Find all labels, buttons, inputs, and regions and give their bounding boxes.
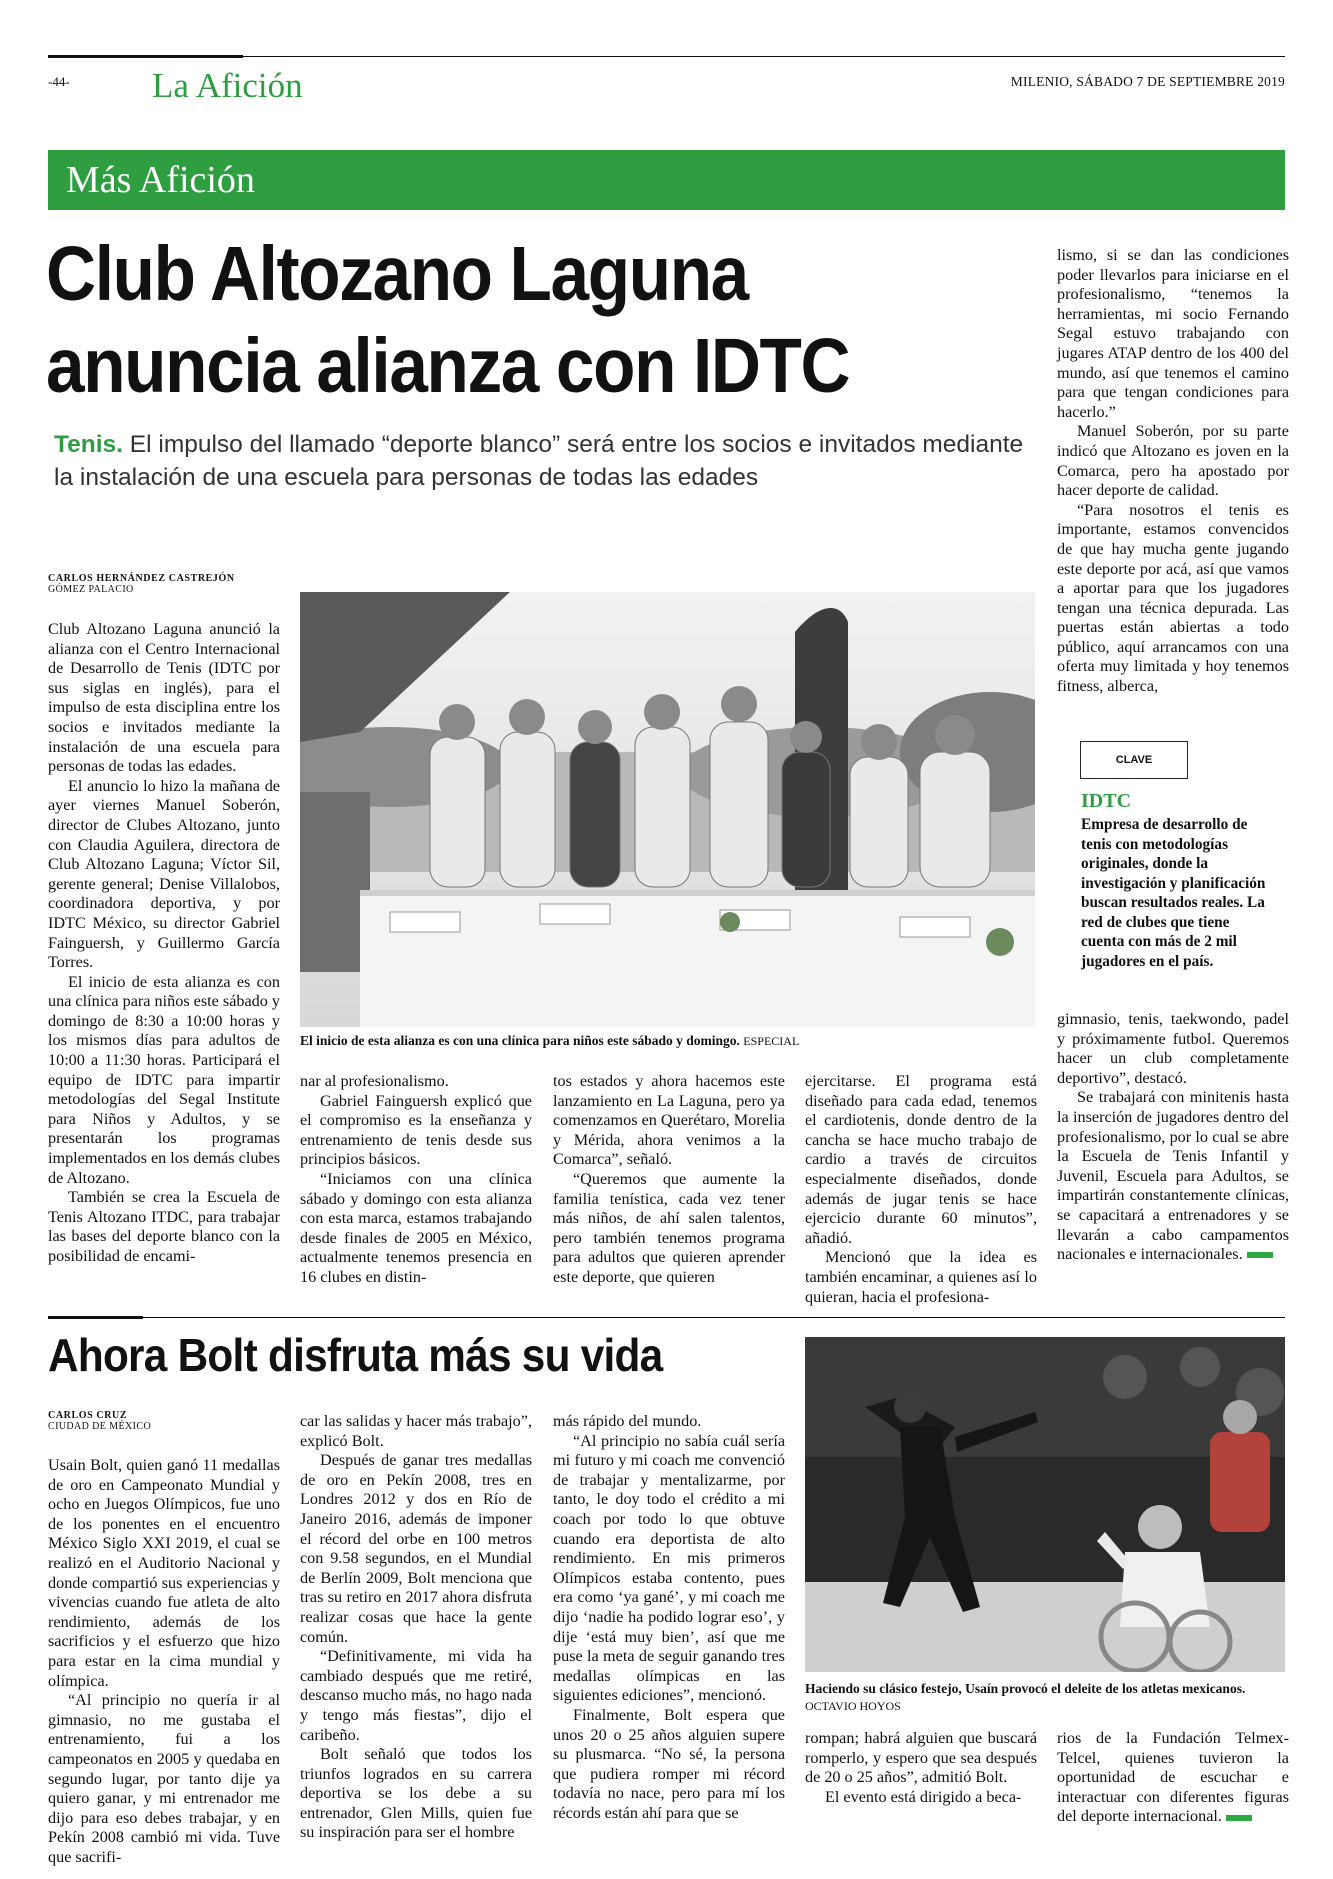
byline-place: CIUDAD DE MÉXICO bbox=[48, 1421, 152, 1432]
bolt-photo-illustration bbox=[805, 1337, 1285, 1672]
paragraph: El evento está dirigido a beca- bbox=[825, 1787, 1022, 1806]
article1-column-1 bbox=[48, 620, 280, 1267]
page-number: -44- bbox=[48, 74, 70, 89]
article2-column-2 bbox=[300, 1412, 532, 1843]
paragraph: Usain Bolt, quien ganó 11 medallas de oro en Campeonato Mundial y ocho en Juegos Olímpicos, fue uno de los ponentes en el encuentro México Siglo XXI 2019, el cual se realizó en el Auditorio Nacional y donde compartió sus experiencias y vivencias cuando fue atleta de alto rendimiento, además de los sacrificios y el esfuerzo que hizo para estar en la cima mundial y olímpica. bbox=[48, 1456, 280, 1690]
paragraph: más rápido del mundo. bbox=[553, 1412, 702, 1430]
article1-headline bbox=[46, 228, 946, 412]
article2-byline bbox=[48, 1410, 151, 1432]
paragraph: “Iniciamos con una clínica sábado y domingo con esta alianza con esta marca, estamos trabajando desde finales de 2005 en México, actualmente tenemos presencia en 16 clubes en distin- bbox=[300, 1169, 532, 1286]
paragraph: “Al principio no quería ir al gimnasio, no me gustaba el entrenamiento, fui a los campeonatos en 2005 y quedaba en segundo lugar, por tanto dije ya quiero ganar, y mi entrenador me dijo para eso debes trabajar, y en Pekín 2008 cambió mi vida. Tuve que sacrifi- bbox=[48, 1691, 280, 1866]
paragraph: ejercitarse. El programa está diseñado para cada edad, tenemos el cardiotenis, donde dentro de la cancha se hace mucho trabajo de cardio a través de circuitos especialmente diseñados, donde además de jugar tenis se hace ejercicio durante 60 minutos”, añadió. bbox=[805, 1072, 1037, 1247]
paragraph: Bolt señaló que todos los triunfos logrados en su carrera deportiva se los debe a su entrenador, Glen Mills, quien fue su inspiración para ser el hombre bbox=[300, 1745, 532, 1842]
byline-name: CARLOS CRUZ bbox=[48, 1410, 128, 1421]
section-title: La Afición bbox=[152, 66, 303, 105]
banner-title: Más Afición bbox=[66, 159, 255, 201]
paragraph: gimnasio, tenis, taekwondo, padel y próximamente futbol. Queremos hacer un club completamente deportivo”, destacó. bbox=[1057, 1010, 1289, 1087]
paragraph: El anuncio lo hizo la mañana de ayer viernes Manuel Soberón, director de Clubes Altozano, junto con Claudia Aguilera, directora de Club Altozano Laguna; Víctor Sil, gerente general; Denise Villalobos, coordinadora deportiva, y por IDTC México, su director Gabriel Fainguersh, y Guillermo García Torres. bbox=[48, 776, 280, 972]
article2-rule bbox=[143, 1317, 1285, 1318]
deck-text: El impulso del llamado “deporte blanco” será entre los socios e invitados mediante la instalación de una escuela para personas de todas las edades bbox=[54, 431, 1024, 491]
article1-column-4 bbox=[805, 1072, 1037, 1307]
paragraph-text: rios de la Fundación Telmex-Telcel, quienes tuvieron la oportunidad de escuchar e interactuar con diferentes figuras del deporte internacional. bbox=[1057, 1729, 1289, 1826]
paragraph: “Al principio no sabía cuál sería mi futuro y mi coach me convenció de trabajar y mentalizarme, por tanto, le doy todo el crédito a mi coach por todo lo que obtuve cuando era deportista de alto rendimiento. En mis primeros Olímpicos estaba contento, pues era como ‘ya gané’, y mi coach me dijo ‘nadie ha podido lograr eso’, y dije ‘está muy bien’, así que me puse la meta de seguir ganando tres medallas olímpicas en las siguientes ediciones”, mencionó. bbox=[553, 1431, 785, 1705]
header-rule-left bbox=[48, 55, 143, 58]
article2-rule-left bbox=[48, 1316, 143, 1319]
caption-credit: ESPECIAL bbox=[743, 1034, 800, 1048]
article2-photo-caption bbox=[805, 1680, 1285, 1715]
paragraph: También se crea la Escuela de Tenis Altozano ITDC, para trabajar las bases del deporte blanco con la posibilidad de encami- bbox=[48, 1188, 280, 1265]
article2-column-3 bbox=[553, 1412, 785, 1823]
article1-photo-caption bbox=[300, 1032, 1035, 1050]
paragraph: rompan; habrá alguien que buscará romperlo, y espero que sea después de 20 o 25 años”, admitió Bolt. bbox=[805, 1729, 1037, 1787]
article1-deck bbox=[54, 428, 1044, 494]
clave-title: IDTC bbox=[1081, 790, 1132, 812]
header-rule-right bbox=[243, 56, 1285, 57]
article1-byline bbox=[48, 573, 235, 595]
paragraph: nar al profesionalismo. bbox=[300, 1072, 449, 1090]
paragraph: “Queremos que aumente la familia tenística, cada vez tener más niños, de ahí salen talentos, pero también tenemos programa para adultos que quieren aprender este deporte, que quieren bbox=[553, 1169, 785, 1286]
date-line: MILENIO, SÁBADO 7 DE SEPTIEMBRE 2019 bbox=[1010, 74, 1285, 89]
caption-text: Haciendo su clásico festejo, Usaín provocó el deleite de los atletas mexicanos. bbox=[805, 1681, 1246, 1696]
article2-column-4 bbox=[805, 1729, 1037, 1807]
article2-column-5 bbox=[1057, 1729, 1289, 1827]
caption-credit: OCTAVIO HOYOS bbox=[805, 1699, 901, 1713]
caption-text: El inicio de esta alianza es con una clínica para niños este sábado y domingo. bbox=[300, 1033, 740, 1048]
section-banner bbox=[48, 150, 1285, 210]
article1-column-2 bbox=[300, 1072, 532, 1288]
article2-headline: Ahora Bolt disfruta más su vida bbox=[48, 1329, 663, 1381]
article1-column-3 bbox=[553, 1072, 785, 1288]
paragraph bbox=[1057, 1088, 1289, 1264]
paragraph bbox=[1057, 1729, 1289, 1827]
header-rule-mid bbox=[143, 55, 243, 58]
paragraph: Club Altozano Laguna anunció la alianza con el Centro Internacional de Desarrollo de Tenis (IDTC por sus siglas en inglés), para el impulso de esta disciplina entre los socios e invitados mediante la instalación de una escuela para personas de todas las edades. bbox=[48, 620, 280, 776]
headline-line-1: Club Altozano Laguna bbox=[46, 231, 748, 317]
end-of-article-mark bbox=[1247, 1252, 1273, 1258]
article2-photo bbox=[805, 1337, 1285, 1672]
article1-column-5-bottom bbox=[1057, 1010, 1289, 1265]
paragraph: lismo, si se dan las condiciones poder llevarlos para iniciarse en el profesionalismo, “tenemos la herramientas, mi socio Fernando Segal estuvo trabajando con jugares ATAP dentro de los 400 del mundo, así que tenemos el camino para que tengan condiciones para hacerlo.” bbox=[1057, 246, 1289, 421]
deck-kicker: Tenis. bbox=[54, 431, 123, 458]
paragraph: El inicio de esta alianza es con una clínica para niños este sábado y domingo de 8:30 a 10:00 horas y los mismos días para adultos de 10:00 a 11:30 horas. Participará el equipo de IDTC para impartir metodologías del Segal Institute para Niños y Adultos, y se presentarán los programas implementados en los demás clubes de Altozano. bbox=[48, 972, 280, 1187]
headline-line-2: anuncia alianza con IDTC bbox=[46, 323, 850, 409]
paragraph: car las salidas y hacer más trabajo”, explicó Bolt. bbox=[300, 1412, 532, 1450]
clave-text: Empresa de desarrollo de tenis con metodologías originales, donde la investigación y planificación buscan resultados reales. La red de clubes que tiene cuenta con más de 2 mil jugadores en el país. bbox=[1081, 816, 1266, 970]
paragraph: Finalmente, Bolt espera que unos 20 o 25 años alguien supere su plusmarca. “No sé, la persona que pudiera romper mi récord todavía no nace, pero para mí los récords están ahí para que se bbox=[553, 1705, 785, 1822]
article2-column-1 bbox=[48, 1456, 280, 1867]
group-photo-illustration bbox=[300, 592, 1035, 1027]
byline-place: GÓMEZ PALACIO bbox=[48, 584, 134, 595]
paragraph: “Para nosotros el tenis es importante, estamos convencidos de que hay mucha gente jugando este deporte por acá, así que vamos a aportar para que los jugadores tengan una técnica depurada. Las puertas están abiertas a todo público, aquí arrancamos con una oferta muy limitada y hoy tenemos fitness, alberca, bbox=[1057, 500, 1289, 696]
paragraph: Gabriel Fainguersh explicó que el compromiso es la enseñanza y entrenamiento de tenis desde sus principios básicos. bbox=[300, 1091, 532, 1169]
clave-label-box: CLAVE bbox=[1080, 741, 1188, 779]
paragraph: Después de ganar tres medallas de oro en Pekín 2008, tres en Londres 2012 y dos en Río de Janeiro 2016, además de imponer el récord del orbe en 100 metros con 9.58 segundos, en el Mundial de Berlín 2009, Bolt menciona que tras su retiro en 2017 ahora disfruta realizar cosas que hace la gente común. bbox=[300, 1451, 532, 1646]
paragraph-text: Se trabajará con minitenis hasta la inserción de jugadores dentro del profesionalismo, por lo cual se abre la Escuela de Tenis Infantil y Juvenil, Escuela para Adultos, se impartirán constantemente clínicas, se capacitará a entrenadores y se llevarán a cabo campamentos nacionales e internacionales. bbox=[1057, 1088, 1289, 1264]
paragraph: tos estados y ahora hacemos este lanzamiento en La Laguna, pero ya comenzamos en Querétaro, Morelia y Mérida, ahora venimos a la Comarca”, señaló. bbox=[553, 1072, 785, 1169]
article1-photo bbox=[300, 592, 1035, 1027]
paragraph: “Definitivamente, mi vida ha cambiado después que me retiré, descanso mucho más, no hago nada y tengo más fiestas”, dijo el caribeño. bbox=[300, 1647, 532, 1744]
article1-column-5-top bbox=[1057, 246, 1289, 697]
end-of-article-mark bbox=[1226, 1815, 1252, 1821]
paragraph: Manuel Soberón, por su parte indicó que Altozano es joven en la Comarca, pero ha apostado por hacer deporte de calidad. bbox=[1057, 422, 1289, 500]
paragraph: Mencionó que la idea es también encaminar, a quienes así lo quieran, hacia el profesiona- bbox=[805, 1248, 1037, 1306]
byline-name: CARLOS HERNÁNDEZ CASTREJÓN bbox=[48, 573, 235, 584]
